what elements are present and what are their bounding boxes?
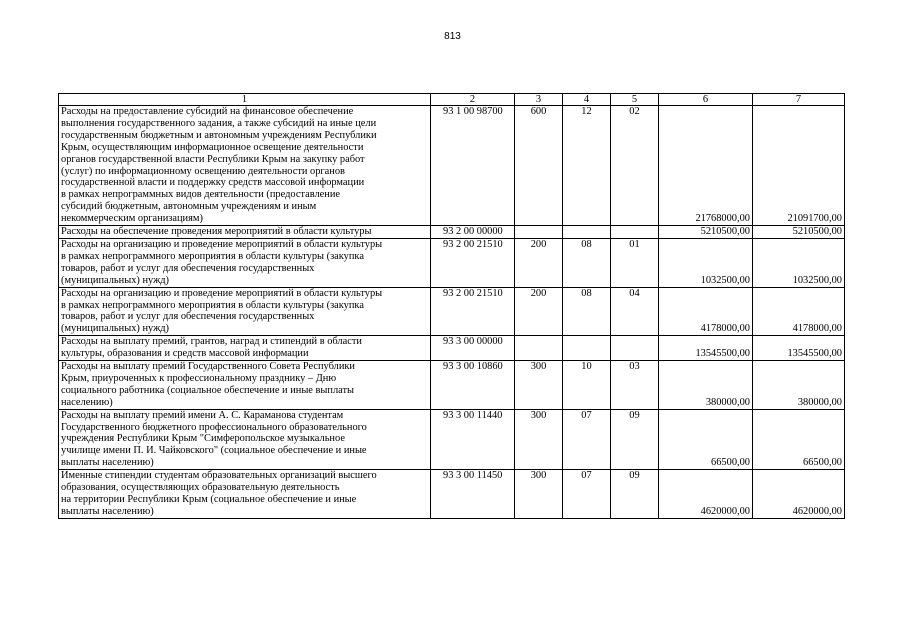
- amount-cell-col7: 13545500,00: [753, 336, 845, 361]
- target-code-cell: 93 3 00 00000: [431, 336, 515, 361]
- table-row: [59, 287, 845, 336]
- expense-type-cell: 600: [515, 106, 563, 226]
- expense-type-cell: 200: [515, 287, 563, 336]
- amount-cell-col7: 1032500,00: [753, 238, 845, 287]
- expense-name-cell: Расходы на выплату премий, грантов, наград и стипендий в области культуры, образования и средств массовой информации: [59, 336, 431, 361]
- header-cell-2: 2: [431, 94, 515, 106]
- section-cell: 12: [563, 106, 611, 226]
- header-cell-5: 5: [611, 94, 659, 106]
- section-cell: 07: [563, 409, 611, 470]
- expense-name-cell: Расходы на обеспечение проведения мероприятий в области культуры: [59, 226, 431, 239]
- amount-cell-col7: 21091700,00: [753, 106, 845, 226]
- amount-cell-col7: 380000,00: [753, 361, 845, 410]
- table-header-row: [59, 94, 845, 106]
- amount-cell-col6: 380000,00: [659, 361, 753, 410]
- expense-name-cell: Расходы на организацию и проведение мероприятий в области культуры в рамках непрограммного мероприятия в области культуры (закупка товаров, работ и услуг для обеспечения государственных (муниципальных) нужд): [59, 287, 431, 336]
- subsection-cell: [611, 226, 659, 239]
- target-code-cell: 93 2 00 21510: [431, 238, 515, 287]
- expense-type-cell: [515, 226, 563, 239]
- subsection-cell: 04: [611, 287, 659, 336]
- target-code-cell: 93 3 00 11450: [431, 470, 515, 519]
- table-row: [59, 336, 845, 361]
- page-number: 813: [444, 31, 461, 42]
- header-cell-3: 3: [515, 94, 563, 106]
- subsection-cell: 09: [611, 470, 659, 519]
- table-row: [59, 106, 845, 226]
- expense-name-cell: Расходы на предоставление субсидий на финансовое обеспечение выполнения государственного задания, а также субсидий на иные цели государственным бюджетным и автономным учреждениям Республики Крым, осуществляющим информационное освещение деятельности органов государственной власти Республики Крым на закупку работ (услуг) по информационному освещению деятельности органов государственной власти и поддержку средств массовой информации в рамках непрограммных видов деятельности (предоставление субсидий бюджетным, автономным учреждениям и иным некоммерческим организациям): [59, 106, 431, 226]
- expense-name-cell: Именные стипендии студентам образовательных организаций высшего образования, осуществляющих образовательную деятельность на территории Республики Крым (социальное обеспечение и иные выплаты населению): [59, 470, 431, 519]
- table-row: [59, 238, 845, 287]
- target-code-cell: 93 3 00 11440: [431, 409, 515, 470]
- section-cell: [563, 226, 611, 239]
- subsection-cell: 02: [611, 106, 659, 226]
- amount-cell-col6: 5210500,00: [659, 226, 753, 239]
- section-cell: 10: [563, 361, 611, 410]
- subsection-cell: 01: [611, 238, 659, 287]
- expense-name-cell: Расходы на выплату премий Государственного Совета Республики Крым, приуроченных к профессиональному празднику – Дню социального работника (социальное обеспечение и иные выплаты населению): [59, 361, 431, 410]
- expense-type-cell: 300: [515, 409, 563, 470]
- expense-type-cell: [515, 336, 563, 361]
- amount-cell-col7: 4620000,00: [753, 470, 845, 519]
- table-row: [59, 361, 845, 410]
- section-cell: 07: [563, 470, 611, 519]
- amount-cell-col6: 4178000,00: [659, 287, 753, 336]
- subsection-cell: 03: [611, 361, 659, 410]
- expense-type-cell: 300: [515, 361, 563, 410]
- subsection-cell: 09: [611, 409, 659, 470]
- amount-cell-col6: 66500,00: [659, 409, 753, 470]
- header-cell-7: 7: [753, 94, 845, 106]
- expense-type-cell: 200: [515, 238, 563, 287]
- target-code-cell: 93 3 00 10860: [431, 361, 515, 410]
- section-cell: 08: [563, 238, 611, 287]
- section-cell: 08: [563, 287, 611, 336]
- table-row: [59, 409, 845, 470]
- expense-name-cell: Расходы на выплату премий имени А. С. Караманова студентам Государственного бюджетного профессионального образовательного учреждения Республики Крым "Симферопольское музыкальное училище имени П. И. Чайковского" (социальное обеспечение и иные выплаты населению): [59, 409, 431, 470]
- amount-cell-col7: 5210500,00: [753, 226, 845, 239]
- section-cell: [563, 336, 611, 361]
- table-row: [59, 470, 845, 519]
- header-cell-4: 4: [563, 94, 611, 106]
- target-code-cell: 93 1 00 98700: [431, 106, 515, 226]
- amount-cell-col6: 13545500,00: [659, 336, 753, 361]
- target-code-cell: 93 2 00 21510: [431, 287, 515, 336]
- amount-cell-col6: 4620000,00: [659, 470, 753, 519]
- budget-table: [58, 93, 845, 519]
- expense-name-cell: Расходы на организацию и проведение мероприятий в области культуры в рамках непрограммного мероприятия в области культуры (закупка товаров, работ и услуг для обеспечения государственных (муниципальных) нужд): [59, 238, 431, 287]
- amount-cell-col6: 21768000,00: [659, 106, 753, 226]
- target-code-cell: 93 2 00 00000: [431, 226, 515, 239]
- table-row: [59, 226, 845, 239]
- header-cell-1: 1: [59, 94, 431, 106]
- amount-cell-col7: 4178000,00: [753, 287, 845, 336]
- amount-cell-col6: 1032500,00: [659, 238, 753, 287]
- subsection-cell: [611, 336, 659, 361]
- amount-cell-col7: 66500,00: [753, 409, 845, 470]
- expense-type-cell: 300: [515, 470, 563, 519]
- header-cell-6: 6: [659, 94, 753, 106]
